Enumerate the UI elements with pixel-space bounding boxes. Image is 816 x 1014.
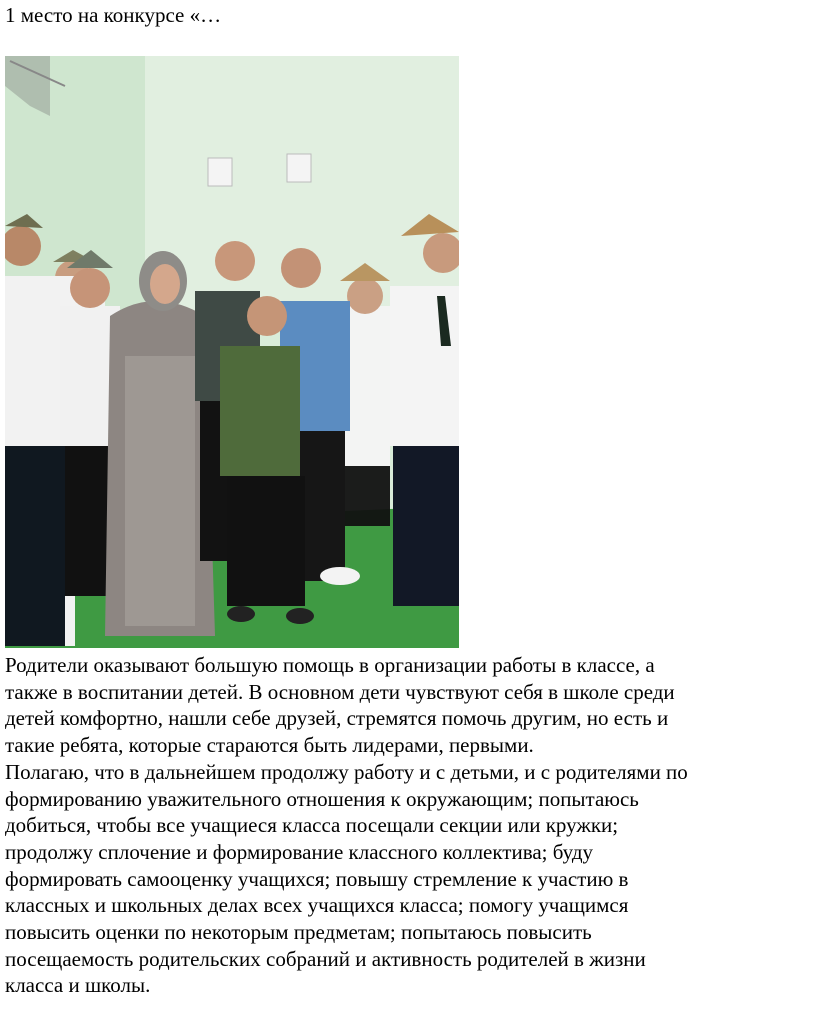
body-text (5, 652, 811, 999)
page-heading: 1 место на конкурсе «… (5, 3, 222, 27)
group-photo (5, 56, 459, 648)
group-photo-image (5, 56, 459, 648)
paragraph-plans: Полагаю, что в дальнейшем продолжу работу и с детьми, и с родителями по формированию уважительного отношения к окружающим; попытаюсь добиться, чтобы все учащиеся класса посещали секции или кружки; продолжу сплочение и формирование классного коллектива; буду формировать самооценку учащихся; повышу стремление к участию в классных и школьных делах всех учащихся класса; помогу учащимся повысить оценки по некоторым предметам; попытаюсь повысить посещаемость родительских собраний и активность родителей в жизни класса и школы. (5, 759, 688, 998)
paragraph-parents: Родители оказывают большую помощь в организации работы в классе, а также в воспитании детей. В основном дети чувствуют себя в школе среди детей комфортно, нашли себе друзей, стремятся помочь другим, но есть и такие ребята, которые стараются быть лидерами, первыми. (5, 653, 675, 758)
